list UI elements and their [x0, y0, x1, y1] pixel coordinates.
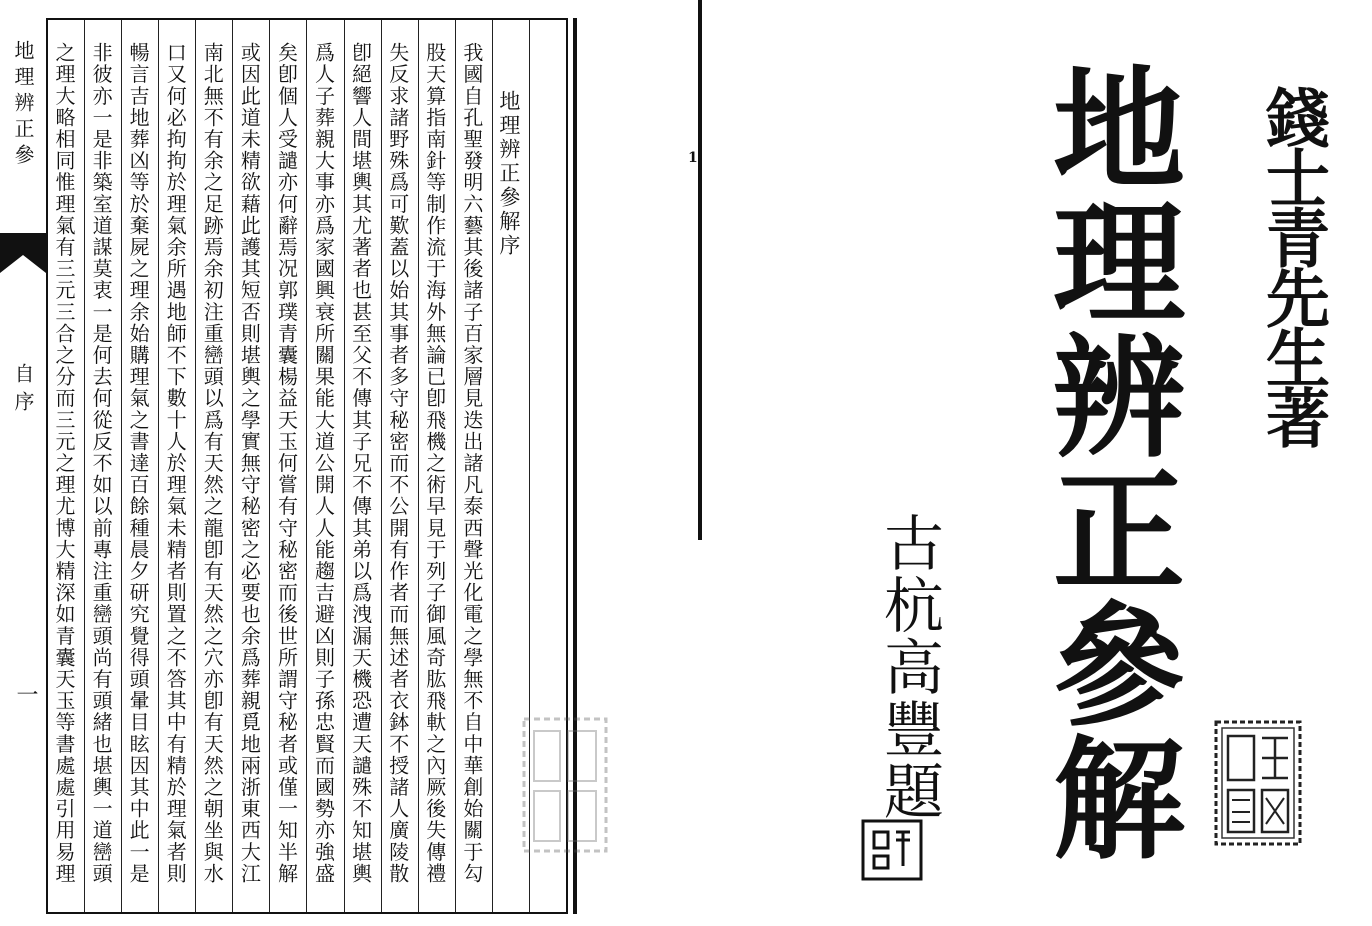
fishtail-mark-icon — [0, 233, 46, 279]
text-column: 南北無不有余之足跡焉余初注重巒頭以爲有天然之龍卽有天然之穴亦卽有天然之朝坐與水 — [195, 20, 232, 912]
page-margin-strip — [0, 18, 46, 914]
inscriber-seal-icon — [860, 818, 924, 882]
title-page — [702, 0, 1372, 926]
text-column: 或因此道未精欲藉此護其短否則堪輿之學實無守秘密之必要也余爲葬親覓地兩浙東西大江 — [232, 20, 269, 912]
text-column: 之理大略相同惟理氣有三元三合之分而三元之理尤博大精深如青囊天玉等書處處引用易理 — [51, 42, 76, 885]
author-line: 錢士青先生著 — [1255, 85, 1330, 445]
faint-seal-icon — [520, 715, 610, 855]
text-column: 失反求諸野殊爲可歎蓋以始其事者多守秘密而不公開有作者而無述者衣鉢不授諸人廣陵散 — [381, 20, 418, 912]
margin-book-title: 地理辨正參 — [11, 40, 35, 170]
margin-page-number: 一 — [13, 683, 38, 707]
text-column: 卽絕響人間堪輿其尤著者也甚至父不傳其子兄不傳其弟以爲洩漏天機恐遭天譴殊不知堪輿 — [344, 20, 381, 912]
preface-title: 地理辨正參解序 — [492, 20, 529, 912]
book-main-title: 地理辨正參解 — [1030, 60, 1185, 864]
inscriber-line: 古杭高豐題 — [874, 512, 944, 822]
gutter-mark: 1 — [688, 150, 698, 166]
text-column: 股天算指南針等制作流于海外無論已卽飛機之術早見于列子御風奇肱飛軑之內厥後失傳禮 — [418, 20, 455, 912]
text-column: 爲人子葬親大事亦爲家國興衰所關果能大道公開人人能趨吉避凶則子孫忠賢而國勢亦強盛 — [306, 20, 343, 912]
text-column: 我國自孔聖發明六藝其後諸子百家層見迭出諸凡泰西聲光化電之學無不自中華創始關于勾 — [455, 20, 492, 912]
text-column: 暢言吉地葬凶等於棄屍之理余始購理氣之書達百餘種晨夕研究覺得頭暈目眩因其中此一是 — [121, 20, 158, 912]
text-column: 矣卽個人受譴亦何辭焉况郭璞青囊楊益天玉何嘗有守秘密而後世所謂守秘者或僅一知半解 — [269, 20, 306, 912]
text-column: 口又何必拘拘於理氣余所遇地師不下數十人於理氣未精者則置之不答其中有精於理氣者則 — [158, 20, 195, 912]
text-column: 非彼亦一是非築室道謀莫衷一是何去何從反不如以前專注重巒頭尚有頭緒也堪輿一道巒頭 — [84, 20, 121, 912]
library-seal-icon — [1212, 718, 1304, 848]
margin-section-label: 自序 — [11, 363, 35, 419]
text-columns — [48, 20, 566, 912]
text-frame — [46, 18, 568, 914]
